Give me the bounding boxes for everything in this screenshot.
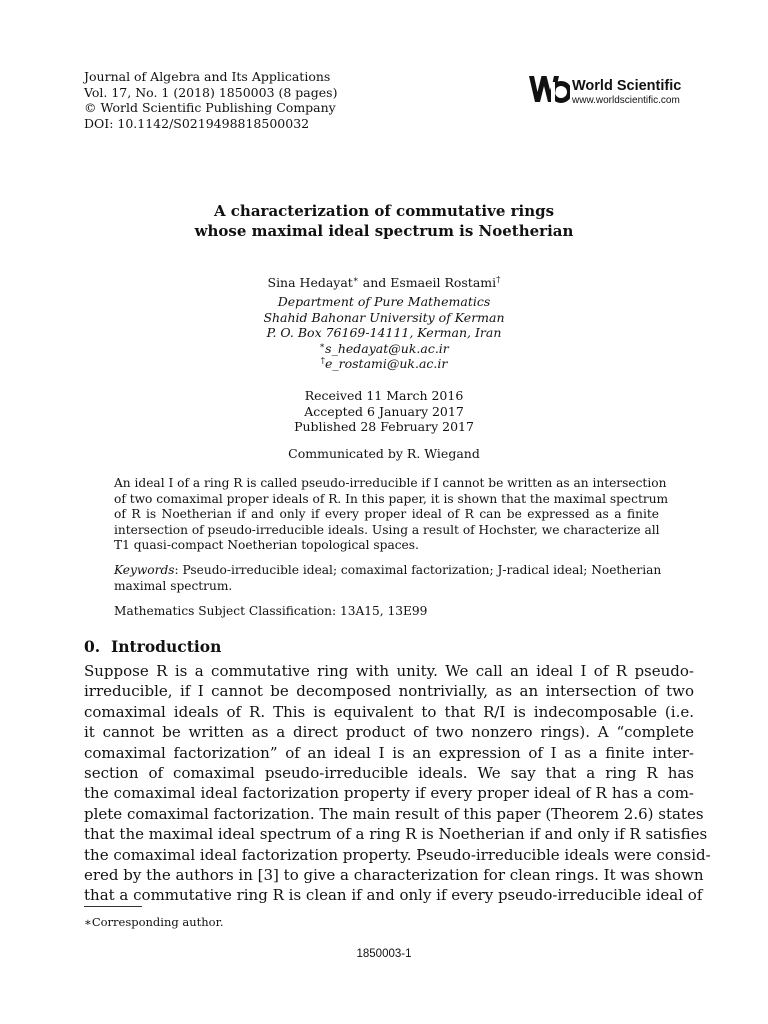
- abstract-line: T1 quasi-compact Noetherian topological spaces.: [114, 538, 419, 552]
- email-line: [0, 341, 768, 357]
- body-line: ered by the authors in [3] to give a characterization for clean rings. It was shown: [84, 866, 704, 885]
- introduction-body: [84, 661, 711, 906]
- journal-doi: DOI: 10.1142/S0219498818500032: [84, 115, 310, 131]
- footnote-divider: [84, 906, 142, 907]
- body-line: comaximal factorization” of an ideal I is an expression of I as a finite inter-: [84, 743, 694, 762]
- body-line: plete comaximal factorization. The main result of this paper (Theorem 2.6) states: [84, 804, 704, 823]
- title-line: A characterization of commutative rings: [213, 202, 555, 220]
- footnote: ∗Corresponding author.: [84, 915, 224, 929]
- abstract-line: of two comaximal proper ideals of R. In this paper, it is shown that the maximal spectrum: [114, 491, 669, 506]
- email-link[interactable]: s_hedayat@uk.ac.ir: [325, 340, 449, 356]
- author-name: Esmaeil Rostami: [390, 275, 497, 290]
- affiliation: [0, 294, 768, 372]
- journal-volume: Vol. 17, No. 1 (2018) 1850003 (8 pages): [84, 84, 338, 100]
- keywords-text: maximal spectrum.: [114, 578, 233, 593]
- world-scientific-logo-icon: [528, 72, 570, 106]
- abstract-line: intersection of pseudo-irreducible ideals. Using a result of Hochster, we characterize all: [114, 522, 660, 537]
- body-line: that a commutative ring R is clean if and only if every pseudo-irreducible ideal of: [84, 886, 703, 905]
- keywords-text: : Pseudo-irreducible ideal; comaximal factorization; J-radical ideal; Noetherian: [174, 563, 662, 577]
- body-line: comaximal ideals of R. This is equivalent to that R/I is indecomposable (i.e.: [84, 702, 694, 721]
- affiliation-line: Shahid Bahonar University of Kerman: [263, 309, 505, 325]
- body-line: the comaximal ideal factorization property if every proper ideal of R has a com-: [84, 784, 694, 803]
- abstract: [114, 476, 669, 554]
- email-link[interactable]: e_rostami@uk.ac.ir: [324, 356, 448, 371]
- email-mark: †: [320, 355, 325, 366]
- paper-title: [0, 202, 768, 241]
- publisher-name: World Scientific: [572, 78, 682, 94]
- title-line: whose maximal ideal spectrum is Noetherian: [194, 221, 574, 240]
- publisher-url[interactable]: www.worldscientific.com: [572, 95, 680, 106]
- journal-info: [84, 69, 337, 131]
- author-name: Sina Hedayat: [267, 275, 353, 290]
- publisher-logo[interactable]: [528, 72, 698, 106]
- keywords-label: Keywords: [114, 563, 175, 577]
- author-mark: †: [496, 274, 501, 285]
- body-line: Suppose R is a commutative ring with unity. We call an ideal I of R pseudo-: [84, 662, 694, 680]
- authors: [0, 275, 768, 291]
- body-line: the comaximal ideal factorization property. Pseudo-irreducible ideals were consid-: [84, 845, 711, 864]
- affiliation-line: Department of Pure Mathematics: [277, 294, 491, 309]
- body-line: it cannot be written as a direct product of two nonzero rings). A “complete: [84, 723, 694, 742]
- section-heading: 0. Introduction: [84, 637, 222, 656]
- affiliation-line: P. O. Box 76169-14111, Kerman, Iran: [266, 325, 502, 340]
- page-number: 1850003-1: [356, 948, 412, 960]
- subject-classification: Mathematics Subject Classification: 13A15, 13E99: [114, 604, 428, 618]
- body-line: that the maximal ideal spectrum of a ring R is Noetherian if and only if R satisfies: [84, 825, 708, 844]
- email-mark: ∗: [319, 340, 326, 351]
- accepted-date: Accepted 6 January 2017: [304, 403, 464, 419]
- dates: [0, 388, 768, 435]
- keywords: [114, 563, 662, 594]
- journal-copyright: © World Scientific Publishing Company: [84, 100, 336, 116]
- author-mark: ∗: [352, 274, 359, 285]
- received-date: Received 11 March 2016: [304, 388, 464, 403]
- abstract-line: of R is Noetherian if and only if every proper ideal of R can be expressed as a finite: [114, 507, 659, 521]
- abstract-line: An ideal I of a ring R is called pseudo-irreducible if I cannot be written as an intersection: [114, 476, 667, 490]
- journal-name: Journal of Algebra and Its Applications: [84, 69, 331, 84]
- published-date: Published 28 February 2017: [294, 419, 474, 434]
- communicated-by: Communicated by R. Wiegand: [288, 446, 480, 461]
- email-line: [0, 356, 768, 372]
- body-line: section of comaximal pseudo-irreducible ideals. We say that a ring R has: [84, 764, 694, 783]
- body-line: irreducible, if I cannot be decomposed nontrivially, as an intersection of two: [84, 682, 694, 701]
- author-joiner: and: [358, 275, 391, 290]
